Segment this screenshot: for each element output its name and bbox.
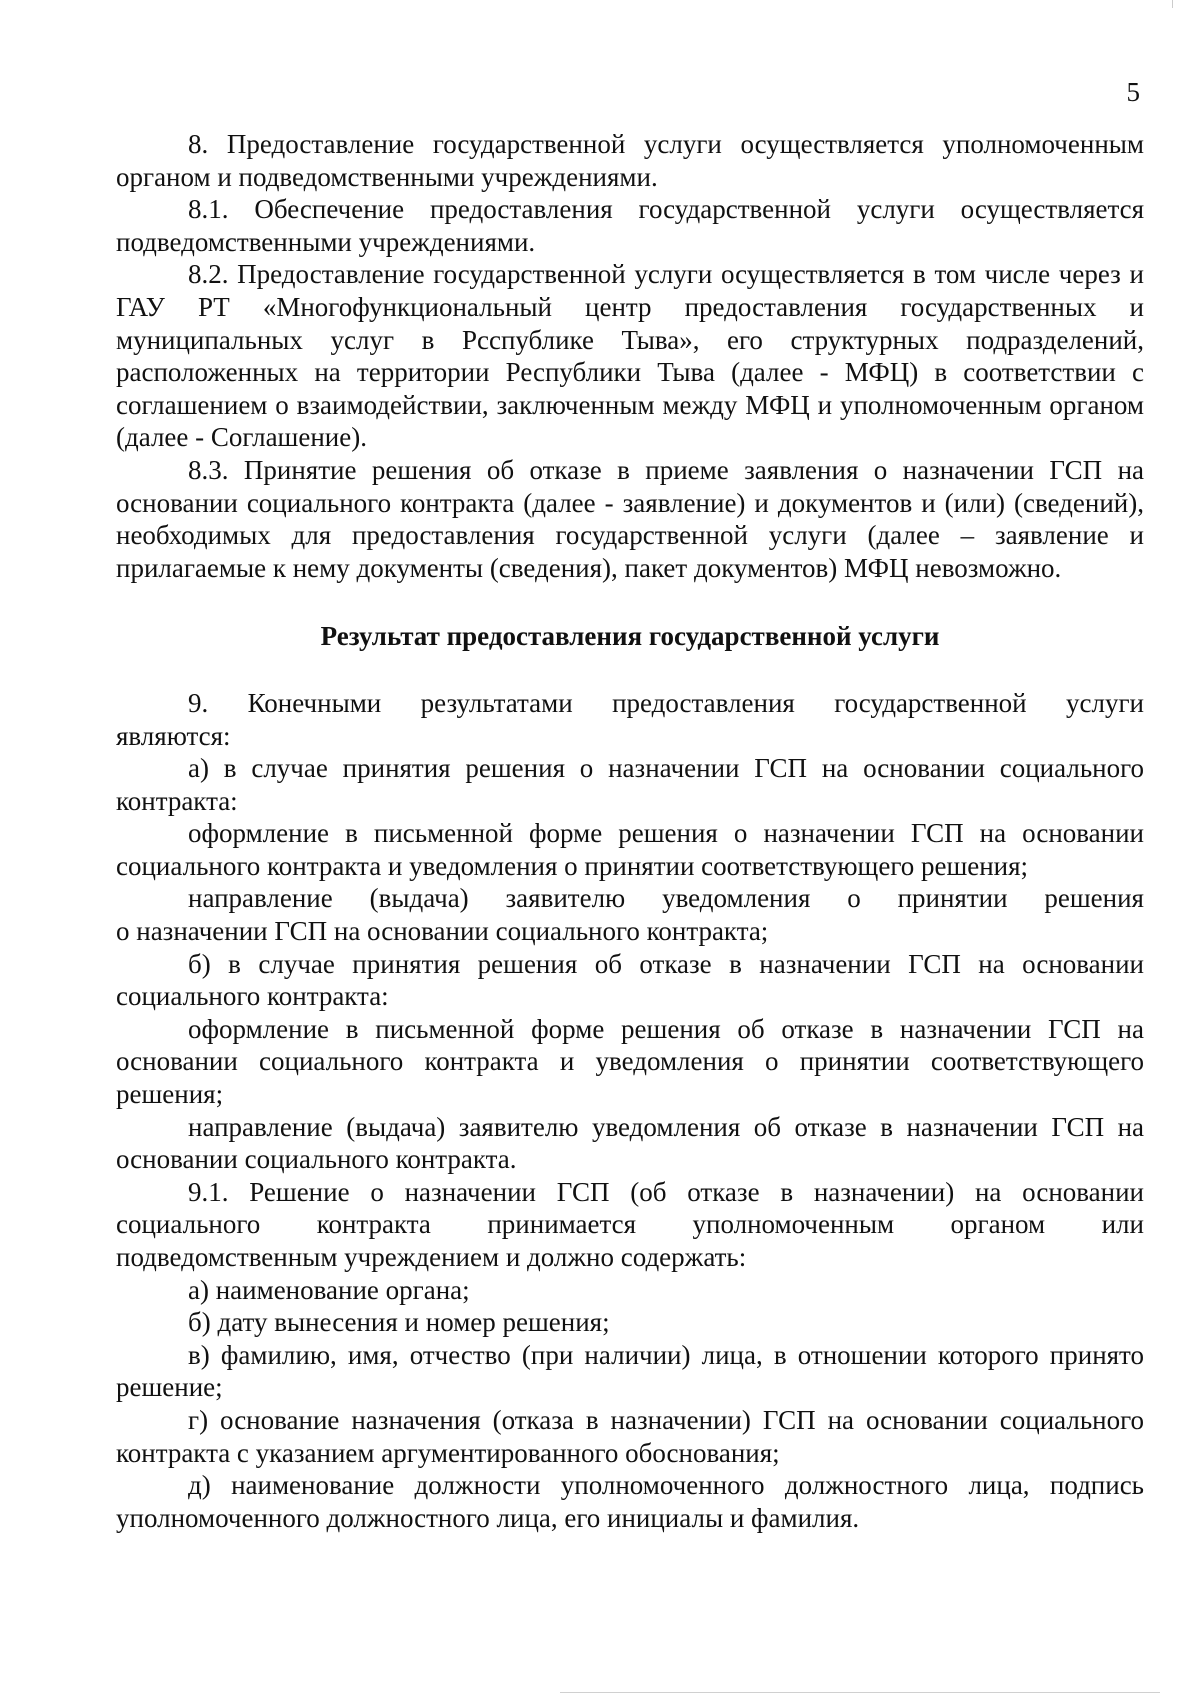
word: (выдача) — [369, 883, 469, 914]
word: услуги — [1066, 687, 1144, 718]
word: 9. — [188, 687, 209, 718]
document-body — [116, 128, 1144, 1534]
word: Конечными — [247, 687, 382, 718]
word: уведомления — [662, 883, 811, 914]
word: о — [847, 883, 861, 914]
list-item-d: д) наименование должности уполномоченного должностного лица, подпись уполномоченного должностного лица, его инициалы и фамилия. — [116, 1470, 1144, 1533]
paragraph-9-1-second-line — [116, 1208, 1144, 1241]
word: предоставления — [612, 687, 795, 718]
paragraph-8: 8. Предоставление государственной услуги осуществляется уполномоченным органом и подведомственными учреждениями. — [116, 129, 1144, 192]
paragraph-9-b: б) в случае принятия решения об отказе в назначении ГСП на основании социального контракта: — [116, 948, 1144, 1012]
paragraph-8-2: 8.2. Предоставление государственной услуги осуществляется в том числе через и ГАУ РТ «Многофункциональный центр предоставления государственных и муниципальных услуг в Рсспублике Тыва», его структурных подразделений, расположенных на территории Республики Тыва (далее - МФЦ) в соответствии с соглашением о взаимодействии, заключенным между МФЦ и уполномоченным органом (далее - Соглашение). — [116, 259, 1144, 453]
paragraph-9-1-continuation: подведомственным учреждением и должно содержать: — [116, 1242, 747, 1272]
word: государственной — [834, 687, 1027, 718]
scan-artifact — [1172, 0, 1173, 8]
word: социального — [116, 1209, 261, 1240]
paragraph-9-b-1: оформление в письменной форме решения об отказе в назначении ГСП на основании социального контракта и уведомления о принятии соответствующего решения; — [116, 1013, 1144, 1110]
word: или — [1101, 1209, 1144, 1240]
paragraph-9-a-1: оформление в письменной форме решения о назначении ГСП на основании социального контракта и уведомления о принятии соответствующего решения; — [116, 818, 1144, 881]
scan-artifact — [560, 1692, 1160, 1693]
word: направление — [188, 883, 333, 914]
word: результатами — [420, 687, 573, 718]
word: заявителю — [505, 883, 626, 914]
paragraph-9-a-2-first-line — [116, 882, 1144, 915]
word: органом — [950, 1209, 1046, 1240]
list-item-g: г) основание назначения (отказа в назначении) ГСП на основании социального контракта с указанием аргументированного обоснования; — [116, 1404, 1144, 1468]
word: принятии — [897, 883, 1008, 914]
word: принимается — [487, 1209, 637, 1240]
paragraph-9-a-2-continuation: о назначении ГСП на основании социального контракта; — [116, 916, 769, 947]
paragraph-8-1: 8.1. Обеспечение предоставления государственной услуги осуществляется подведомственными учреждениями. — [116, 194, 1144, 257]
paragraph-9-first-line — [116, 687, 1144, 720]
paragraph-9-b-2: направление (выдача) заявителю уведомления об отказе в назначении ГСП на основании социального контракта. — [116, 1111, 1144, 1175]
word: уполномоченным — [692, 1209, 895, 1240]
word: решения — [1044, 883, 1144, 914]
list-item-b: б) дату вынесения и номер решения; — [188, 1307, 610, 1338]
paragraph-8-3: 8.3. Принятие решения об отказе в приеме заявления о назначении ГСП на основании социального контракта (далее - заявление) и документов и (или) (сведений), необходимых для предоставления государственной услуги (далее – заявление и прилагаемые к нему документы (сведения), пакет документов) МФЦ невозможно. — [116, 454, 1144, 583]
paragraph-9-a: а) в случае принятия решения о назначении ГСП на основании социального контракта: — [116, 753, 1144, 816]
list-item-a: а) наименование органа; — [188, 1274, 470, 1305]
word: контракта — [316, 1209, 431, 1240]
section-heading: Результат предоставления государственной услуги — [320, 621, 940, 652]
paragraph-9-continuation: являются: — [116, 720, 231, 751]
page-number: 5 — [1126, 77, 1140, 107]
list-item-v: в) фамилию, имя, отчество (при наличии) лица, в отношении которого принято решение; — [116, 1339, 1144, 1403]
paragraph-9-1-first-line: 9.1. Решение о назначении ГСП (об отказе в назначении) на основании — [188, 1176, 1144, 1207]
